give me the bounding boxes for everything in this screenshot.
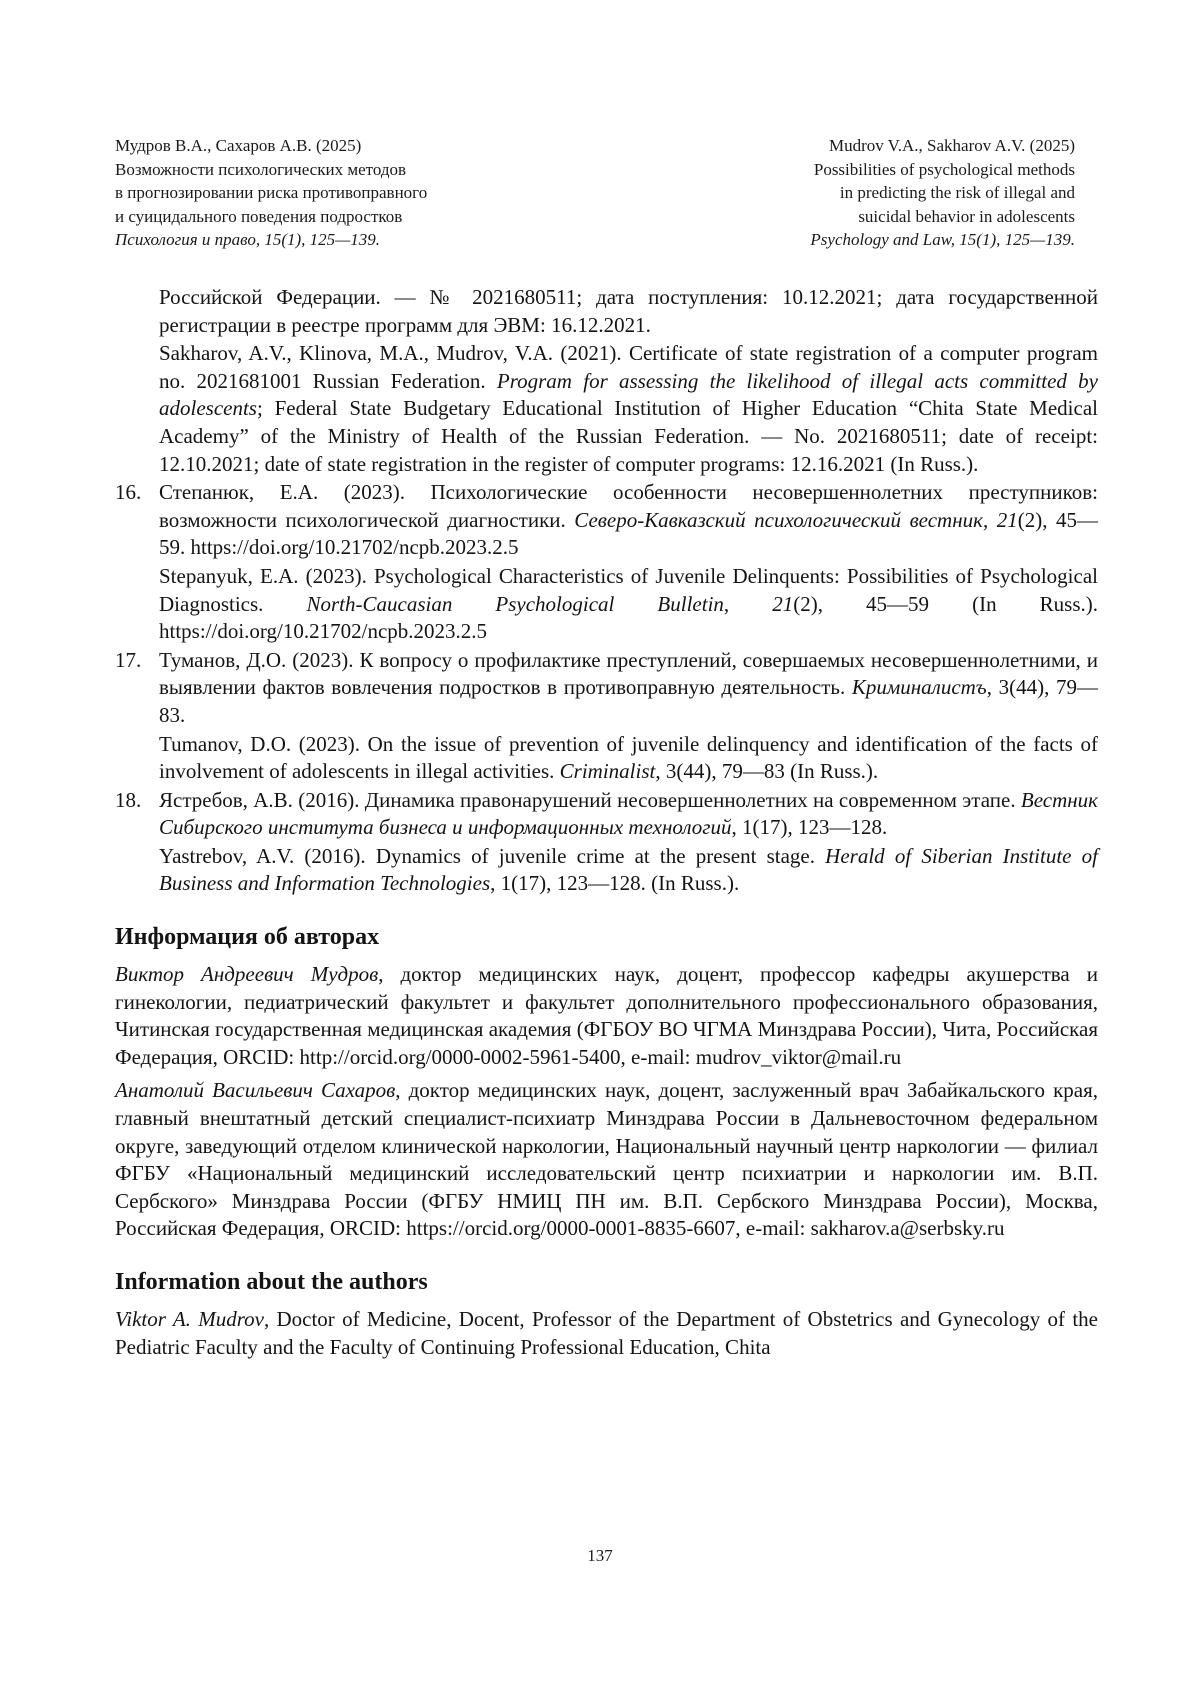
- reference-item-17: [115, 647, 1098, 786]
- reference-continuation-ru: Российской Федерации. — № 2021680511; дата поступления: 10.12.2021; дата государственной регистрации в реестре программ для ЭВМ: 16.12.2021.: [159, 285, 1098, 337]
- author-info-sakharov-ru: [115, 1077, 1098, 1243]
- ref-text: Sakharov, A.V., Klinova, M.A., Mudrov, V.A. (2021). Certificate of state registration of a computer program no. 2021681001 Russian Federation.: [159, 341, 1098, 393]
- author-details: , Doctor of Medicine, Docent, Professor of the Department of Obstetrics and Gynecology of the Pediatric Faculty and the Faculty of Continuing Professional Education, Chita: [115, 1307, 1098, 1359]
- author-name: Анатолий Васильевич Сахаров: [115, 1078, 396, 1103]
- ref-journal-italic: Криминалистъ: [851, 675, 987, 700]
- reference-list: [115, 284, 1098, 898]
- header-title-line: и суицидального поведения подростков: [115, 206, 403, 226]
- ref-text: (2), 45—59. https://doi.org/10.21702/ncpb.2023.2.5: [159, 507, 1098, 560]
- section-heading-authors-en: Information about the authors: [115, 1269, 428, 1295]
- header-title-line: suicidal behavior in adolescents: [858, 206, 1075, 226]
- header-title-line: в прогнозировании риска противоправного: [115, 183, 428, 202]
- running-header-en: [810, 134, 1075, 252]
- ref-journal-italic: Herald of Siberian Institute of Business and Information Technologies: [159, 843, 1099, 896]
- ref-journal-italic: Северо-Кавказский психологический вестник: [574, 507, 983, 532]
- reference-en: [115, 843, 1098, 898]
- author-details: , доктор медицинских наук, доцент, заслуженный врач Забайкальского края, главный внештатный детский специалист-психиатр Минздрава России в Дальневосточном федеральном округе, заведующий отделом клинической наркологии, Национальный научный центр наркологии — филиал ФГБУ «Национальный медицинский исследовательский центр психиатрии и наркологии им. В.П. Сербского» Минздрава России (ФГБУ НМИЦ ПН им. В.П. Сербского Минздрава России), Москва, Российская Федерация, ORCID: https://orcid.org/0000-0001-8835-6607, e-mail: sakharov.a@serbsky.ru: [115, 1078, 1099, 1241]
- ref-text: Tumanov, D.O. (2023). On the issue of prevention of juvenile delinquency and identification of the facts of involvement of adolescents in illegal activities.: [159, 731, 1098, 784]
- ref-text: Yastrebov, A.V. (2016). Dynamics of juvenile crime at the present stage.: [159, 843, 826, 868]
- ref-text: (2), 45—59 (In Russ.). https://doi.org/10.21702/ncpb.2023.2.5: [159, 591, 1099, 644]
- header-journal-en: [810, 228, 1075, 252]
- ref-text: , 1(17), 123—128.: [731, 815, 888, 840]
- ref-volume-italic: 21: [772, 591, 794, 616]
- ref-text: ,: [982, 507, 997, 532]
- ref-text: , 3(44), 79—83 (In Russ.).: [655, 759, 879, 784]
- ref-text: Степанюк, Е.А. (2023). Психологические особенности несовершеннолетних преступников: возможности психологической диагностики.: [159, 480, 1098, 532]
- ref-text: ,: [723, 591, 773, 616]
- reference-ru: [115, 479, 1098, 562]
- reference-en: [115, 563, 1098, 646]
- ref-text: Stepanyuk, E.A. (2023). Psychological Characteristics of Juvenile Delinquents: Possibilities of Psychological Diagnostics.: [159, 563, 1098, 616]
- header-journal-ru-text: Психология и право, 15(1), 125—139.: [115, 230, 381, 249]
- author-name: Viktor A. Mudrov: [115, 1307, 264, 1331]
- reference-ru: [115, 787, 1098, 842]
- author-info-mudrov-en: [115, 1306, 1098, 1361]
- header-title-line: Возможности психологических методов: [115, 159, 407, 179]
- ref-volume-italic: 21: [996, 507, 1018, 532]
- section-heading-authors-ru: Информация об авторах: [115, 924, 380, 951]
- header-authors-ru: Мудров В.А., Сахаров А.В. (2025): [115, 136, 362, 155]
- header-title-line: in predicting the risk of illegal and: [839, 183, 1075, 202]
- reference-ru: [115, 647, 1098, 730]
- ref-journal-italic: Вестник Сибирского института бизнеса и информационных технологий: [159, 787, 1098, 840]
- author-details: , доктор медицинских наук, доцент, профессор кафедры акушерства и гинекологии, педиатрический факультет и факультет дополнительного профессионального образования, Читинская государственная медицинская академия (ФГБОУ ВО ЧГМА Минздрава России), Чита, Российская Федерация, ORCID: http://orcid.org/0000-0002-5961-5400, e-mail: mudrov_viktor@mail.ru: [115, 962, 1098, 1069]
- ref-title-italic: Program for assessing the likelihood of illegal acts committed by adolescents: [159, 368, 1099, 421]
- header-authors-en: Mudrov V.A., Sakharov A.V. (2025): [828, 136, 1075, 155]
- reference-item-16: [115, 479, 1098, 646]
- page-number: 137: [587, 1546, 613, 1565]
- ref-text: Туманов, Д.О. (2023). К вопросу о профилактике преступлений, совершаемых несовершеннолетними, и выявлении фактов вовлечения подростков в противоправную деятельность.: [159, 647, 1098, 700]
- reference-en: [115, 731, 1098, 786]
- running-header-ru: [115, 134, 427, 252]
- ref-text: , 1(17), 123—128. (In Russ.).: [490, 871, 740, 896]
- reference-number: 17.: [115, 647, 142, 672]
- ref-text: Ястребов, А.В. (2016). Динамика правонарушений несовершеннолетних на современном этапе.: [159, 787, 1021, 812]
- reference-number: 18.: [115, 787, 142, 812]
- header-journal-en-text: Psychology and Law, 15(1), 125—139.: [810, 230, 1075, 249]
- reference-number: 16.: [115, 480, 142, 505]
- header-journal-ru: [115, 228, 427, 252]
- ref-journal-italic: Criminalist: [559, 759, 656, 784]
- page-body: [115, 284, 1098, 1367]
- reference-item-18: [115, 787, 1098, 898]
- ref-text: , 3(44), 79—83.: [159, 675, 1098, 727]
- header-title-line: Possibilities of psychological methods: [813, 159, 1075, 179]
- ref-journal-italic: North-Caucasian Psychological Bulletin: [306, 591, 724, 616]
- reference-continuation-en: [115, 340, 1098, 478]
- ref-text: ; Federal State Budgetary Educational Institution of Higher Education “Chita State Medical Academy” of the Ministry of Health of the Russian Federation. — No. 2021680511; date of receipt: 12.10.2021; date of state registration in the register of computer programs: 12.16.2021 (In Russ.).: [159, 396, 1098, 476]
- author-info-mudrov-ru: [115, 961, 1098, 1071]
- author-name: Виктор Андреевич Мудров: [115, 962, 379, 987]
